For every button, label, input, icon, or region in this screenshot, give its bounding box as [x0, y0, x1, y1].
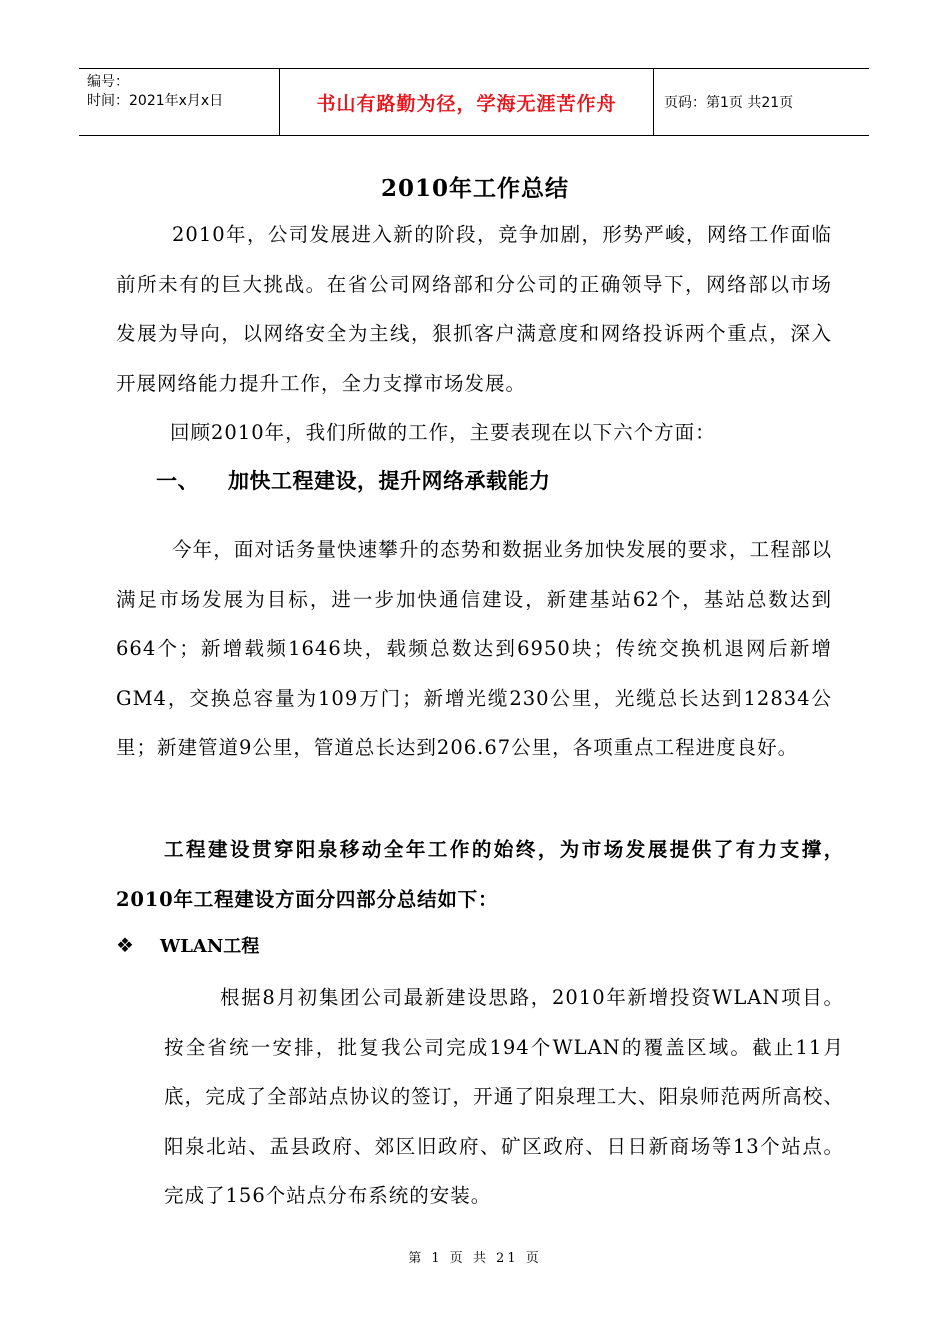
header-motto: 书山有路勤为径，学海无涯苦作舟	[279, 69, 654, 135]
document-number-label: 编号：	[87, 74, 129, 90]
section-paragraph: 今年，面对话务量快速攀升的态势和数据业务加快发展的要求，工程部以满足市场发展为目标，进一步加快通信建设，新建基站62个，基站总数达到664个；新增载频1646块，载频总数达到6950块；传统交换机退网后新增GM4，交换总容量为109万门；新增光缆230公里，光缆总长达到12834公里；新建管道9公里，管道总长达到206.67公里，各项重点工程进度良好。	[116, 538, 832, 759]
bullet-heading	[116, 932, 259, 958]
header-page-info: 页码：第1页 共21页	[664, 95, 794, 111]
diamond-bullet-icon: ❖	[116, 933, 134, 957]
intro-paragraph: 2010年，公司发展进入新的阶段，竞争加剧，形势严峻，网络工作面临前所未有的巨大挑战。在省公司网络部和分公司的正确领导下，网络部以市场发展为导向，以网络安全为主线，狠抓客户满意度和网络投诉两个重点，深入开展网络能力提升工作，全力支撑市场发展。	[116, 223, 832, 395]
document-date-label: 时间：2021年x月x日	[87, 93, 224, 109]
section-title: 加快工程建设，提升网络承载能力	[228, 469, 551, 493]
review-paragraph: 回顾2010年，我们所做的工作，主要表现在以下六个方面：	[170, 421, 716, 444]
bullet-title: WLAN工程	[160, 936, 260, 957]
section-number: 一、	[156, 469, 199, 493]
document-title: 2010年工作总结	[380, 175, 569, 202]
page-footer: 第 1 页 共 21 页	[408, 1251, 542, 1266]
page-header	[79, 68, 869, 136]
bold-summary-paragraph: 工程建设贯穿阳泉移动全年工作的始终，为市场发展提供了有力支撑，2010年工程建设方面分四部分总结如下：	[116, 838, 844, 911]
header-meta	[79, 69, 279, 135]
section-heading	[156, 465, 551, 495]
wlan-paragraph: 根据8月初集团公司最新建设思路，2010年新增投资WLAN项目。按全省统一安排，批复我公司完成194个WLAN的覆盖区域。截止11月底，完成了全部站点协议的签订，开通了阳泉理工大、阳泉师范两所高校、阳泉北站、盂县政府、郊区旧政府、矿区政府、日日新商场等13个站点。完成了156个站点分布系统的安装。	[164, 986, 844, 1207]
